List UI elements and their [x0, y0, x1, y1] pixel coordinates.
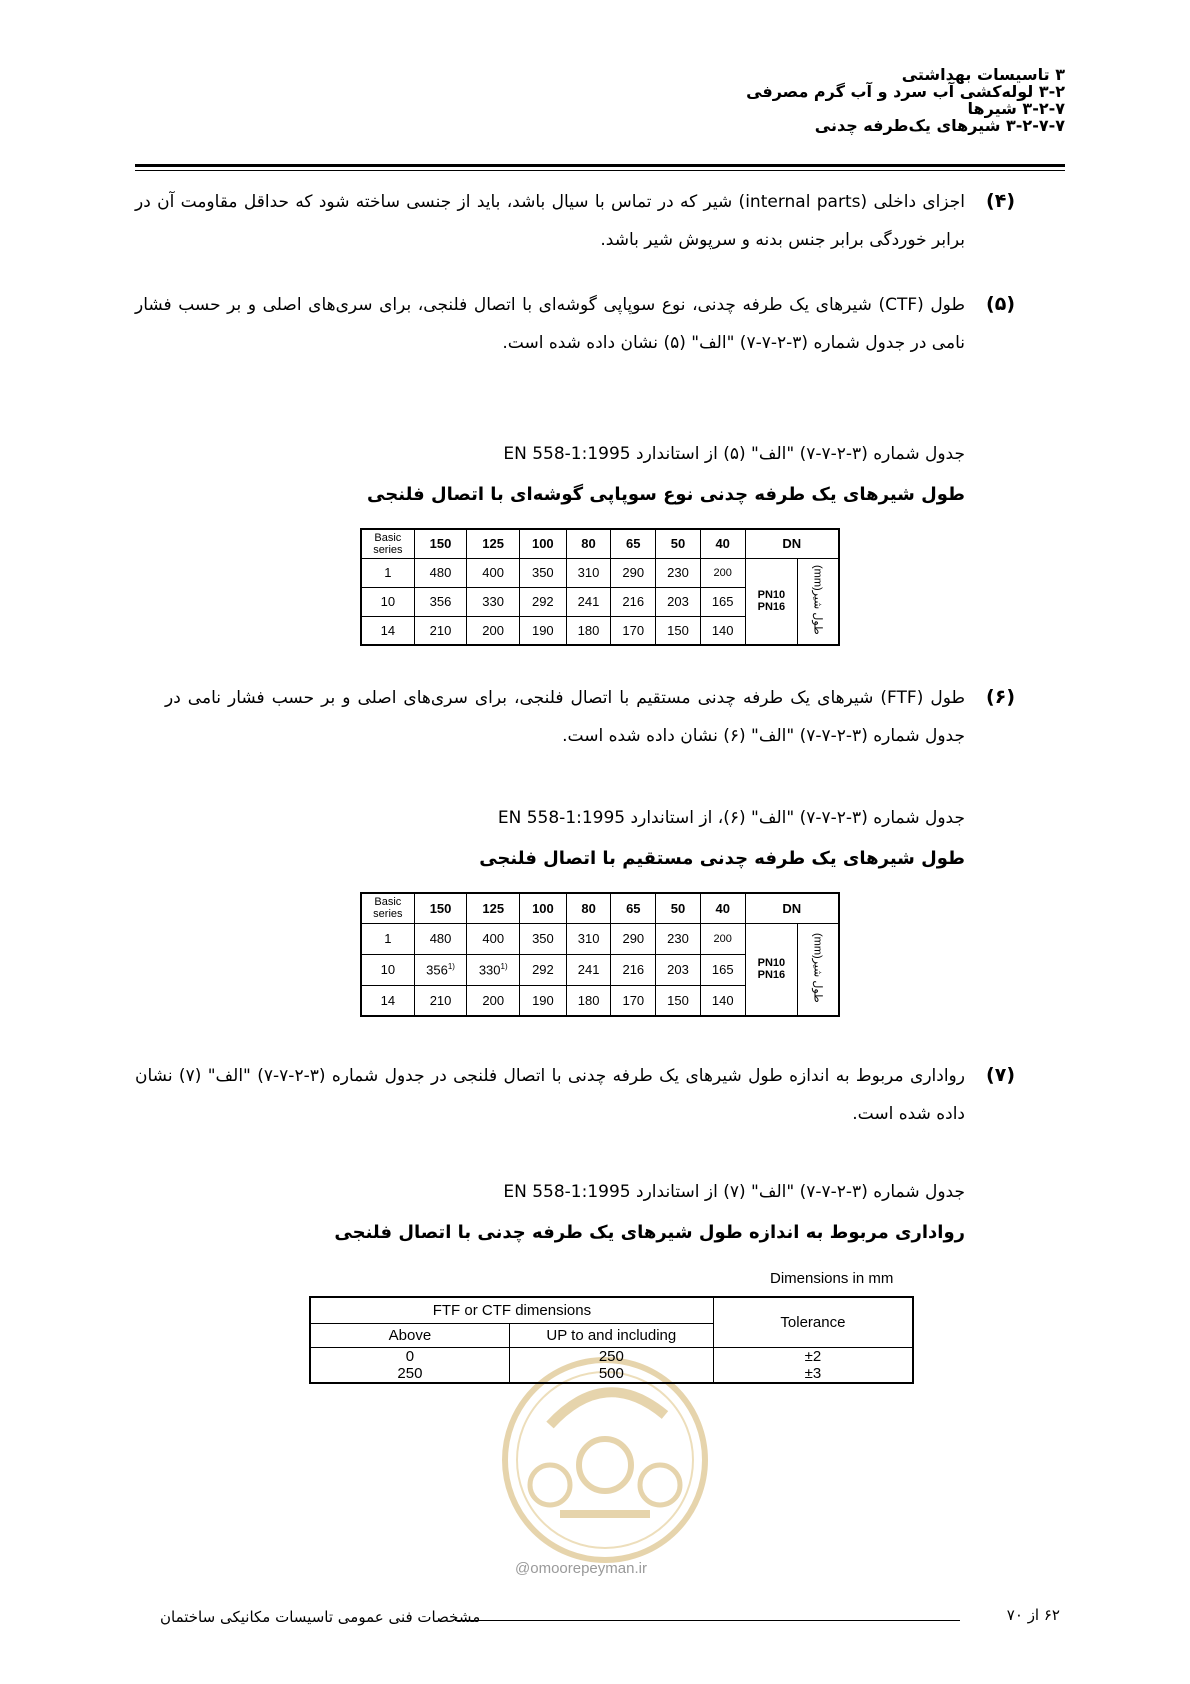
dimensions-note: Dimensions in mm [770, 1270, 894, 1287]
upto-header: UP to and including [509, 1323, 713, 1347]
pn16-label: PN16 [757, 601, 786, 614]
above-value: 0 [405, 1347, 415, 1365]
value-cell: 292 [520, 954, 567, 985]
series-cell: 10 [361, 954, 414, 985]
valve-length-table-straight [360, 892, 840, 1017]
value-cell: 165 [700, 587, 745, 616]
series-cell: 14 [361, 616, 414, 645]
value-cell: 330 [467, 587, 520, 616]
length-label-cell [798, 923, 839, 1016]
dn-header: 65 [611, 529, 656, 558]
above-header: Above [310, 1323, 509, 1347]
footnote-mark: 1) [447, 961, 455, 971]
dn-header: 65 [611, 893, 656, 923]
series-cell: 14 [361, 985, 414, 1016]
value-cell: 180 [566, 616, 611, 645]
dn-label: DN [745, 893, 839, 923]
value-text: 356 [426, 962, 448, 978]
header-chapter: ۳ تاسیسات بهداشتی [901, 65, 1065, 84]
value-cell: 310 [566, 923, 611, 954]
value-cell: 210 [414, 616, 467, 645]
upto-value: 250 [598, 1347, 624, 1365]
item-paragraph: رواداری مربوط به اندازه طول شیرهای یک طرفه چدنی با اتصال فلنجی در جدول شماره (۳-۲-۷-۷) "الف" (۷) نشان داده شده است. [135, 1066, 965, 1124]
tolerance-header: Tolerance [713, 1297, 913, 1347]
value-cell: 350 [519, 558, 566, 587]
tolerance-cell [713, 1347, 913, 1383]
footer-document-title: مشخصات فنی عمومی تاسیسات مکانیکی ساختمان [160, 1608, 481, 1626]
item-paragraph: طول (CTF) شیرهای یک طرفه چدنی، نوع سوپاپی گوشه‌ای با اتصال فلنجی، برای سری‌های اصلی و بر حسب فشار نامی در جدول شماره (۳-۲-۷-۷) "الف" (۵) نشان داده شده است. [135, 295, 965, 353]
above-cell [310, 1347, 509, 1383]
value-cell [467, 954, 520, 985]
header-rule-thick [135, 164, 1065, 167]
value-cell: 480 [414, 923, 467, 954]
watermark-site: @omoorepeyman.ir [515, 1560, 647, 1577]
dn-header: 150 [414, 529, 467, 558]
value-cell: 150 [656, 616, 701, 645]
value-cell: 230 [656, 923, 701, 954]
value-cell: 165 [700, 954, 745, 985]
basic-series-header: Basic series [361, 893, 414, 923]
upto-value: 500 [598, 1364, 624, 1382]
value-cell: 400 [467, 923, 520, 954]
header-subsection: ۳-۲-۷ شیرها [967, 99, 1065, 118]
dn-header: 80 [566, 529, 611, 558]
series-cell: 1 [361, 558, 414, 587]
series-cell: 1 [361, 923, 414, 954]
dn-header: 80 [566, 893, 611, 923]
value-cell: 140 [700, 985, 745, 1016]
value-cell: 203 [656, 587, 701, 616]
pn-label [745, 558, 798, 645]
page-number: ۶۲ از ۷۰ [1006, 1606, 1060, 1624]
series-cell: 10 [361, 587, 414, 616]
above-value: 250 [397, 1364, 423, 1382]
dn-header: 100 [519, 529, 566, 558]
value-text: 330 [478, 962, 501, 978]
value-cell: 190 [520, 985, 567, 1016]
item-number: (۷) [986, 1064, 1015, 1086]
value-cell: 216 [611, 587, 656, 616]
value-cell: 190 [519, 616, 566, 645]
dn-header: 50 [656, 893, 701, 923]
tolerance-value: ±3 [804, 1364, 822, 1382]
dn-header: 100 [520, 893, 567, 923]
pn10-label: PN10 [757, 957, 786, 970]
value-cell: 180 [566, 985, 611, 1016]
header-topic: ۳-۲-۷-۷ شیرهای یک‌طرفه چدنی [814, 116, 1065, 135]
item-paragraph: طول (FTF) شیرهای یک طرفه چدنی مستقیم با اتصال فلنجی، برای سری‌های اصلی و بر حسب فشار نامی در جدول شماره (۳-۲-۷-۷) "الف" (۶) نشان داده شده است. [165, 688, 966, 746]
footnote-mark: 1) [500, 961, 508, 971]
value-cell: 400 [467, 558, 520, 587]
dn-header: 40 [700, 529, 745, 558]
dn-header: 125 [467, 893, 520, 923]
value-cell [414, 954, 467, 985]
value-cell: 170 [611, 985, 656, 1016]
value-cell: 200 [467, 616, 520, 645]
table-title: رواداری مربوط به اندازه طول شیرهای یک طرفه چدنی با اتصال فلنجی [334, 1222, 965, 1243]
length-label-cell [798, 558, 839, 645]
value-cell: 216 [611, 954, 656, 985]
header-rule-thin [135, 170, 1065, 171]
dn-header: 40 [700, 893, 745, 923]
value-cell: 480 [414, 558, 467, 587]
item-number: (۶) [986, 686, 1015, 708]
table-caption: جدول شماره (۳-۲-۷-۷) "الف" (۶)، از استاندارد EN 558-1:1995 [497, 808, 965, 828]
page-header [746, 66, 1065, 134]
value-cell: 150 [656, 985, 701, 1016]
value-cell: 230 [656, 558, 701, 587]
tolerance-table [309, 1296, 914, 1384]
value-cell: 203 [656, 954, 701, 985]
value-cell: 200 [700, 558, 745, 587]
value-cell: 356 [414, 587, 467, 616]
dn-header: 50 [656, 529, 701, 558]
item-paragraph: اجزای داخلی (internal parts) شیر که در تماس با سیال باشد، باید از جنسی ساخته شود که حداقل مقاومت آن در برابر خوردگی برابر جنس بدنه و سرپوش شیر باشد. [135, 192, 965, 250]
dn-label: DN [745, 529, 839, 558]
value-cell: 241 [566, 587, 611, 616]
table-caption: جدول شماره (۳-۲-۷-۷) "الف" (۵) از استاندارد EN 558-1:1995 [503, 444, 965, 464]
value-cell: 140 [700, 616, 745, 645]
pn-label [745, 923, 798, 1016]
value-cell: 200 [700, 923, 745, 954]
pn10-label: PN10 [757, 589, 786, 602]
value-cell: 200 [467, 985, 520, 1016]
value-cell: 241 [566, 954, 611, 985]
value-cell: 210 [414, 985, 467, 1016]
value-cell: 292 [519, 587, 566, 616]
table-title: طول شیرهای یک طرفه چدنی مستقیم با اتصال فلنجی [479, 848, 965, 869]
valve-length-table-angle [360, 528, 840, 646]
group-header: FTF or CTF dimensions [310, 1297, 713, 1323]
footer-rule [455, 1620, 960, 1621]
value-cell: 170 [611, 616, 656, 645]
item-number: (۵) [986, 293, 1015, 315]
dn-header: 150 [414, 893, 467, 923]
table-title: طول شیرهای یک طرفه چدنی نوع سوپاپی گوشه‌ای با اتصال فلنجی [367, 484, 965, 505]
length-label: طول شیر(mm) [811, 564, 824, 635]
value-cell: 310 [566, 558, 611, 587]
value-cell: 290 [611, 923, 656, 954]
value-cell: 350 [520, 923, 567, 954]
header-section: ۳-۲ لوله‌کشی آب سرد و آب گرم مصرفی [746, 82, 1065, 101]
upto-cell [509, 1347, 713, 1383]
item-number: (۴) [986, 190, 1015, 212]
table-caption: جدول شماره (۳-۲-۷-۷) "الف" (۷) از استاندارد EN 558-1:1995 [503, 1182, 965, 1202]
dn-header: 125 [467, 529, 520, 558]
length-label: طول شیر(mm) [811, 932, 824, 1003]
basic-series-header: Basic series [361, 529, 414, 558]
pn16-label: PN16 [757, 969, 786, 982]
value-cell: 290 [611, 558, 656, 587]
tolerance-value: ±2 [804, 1347, 822, 1365]
